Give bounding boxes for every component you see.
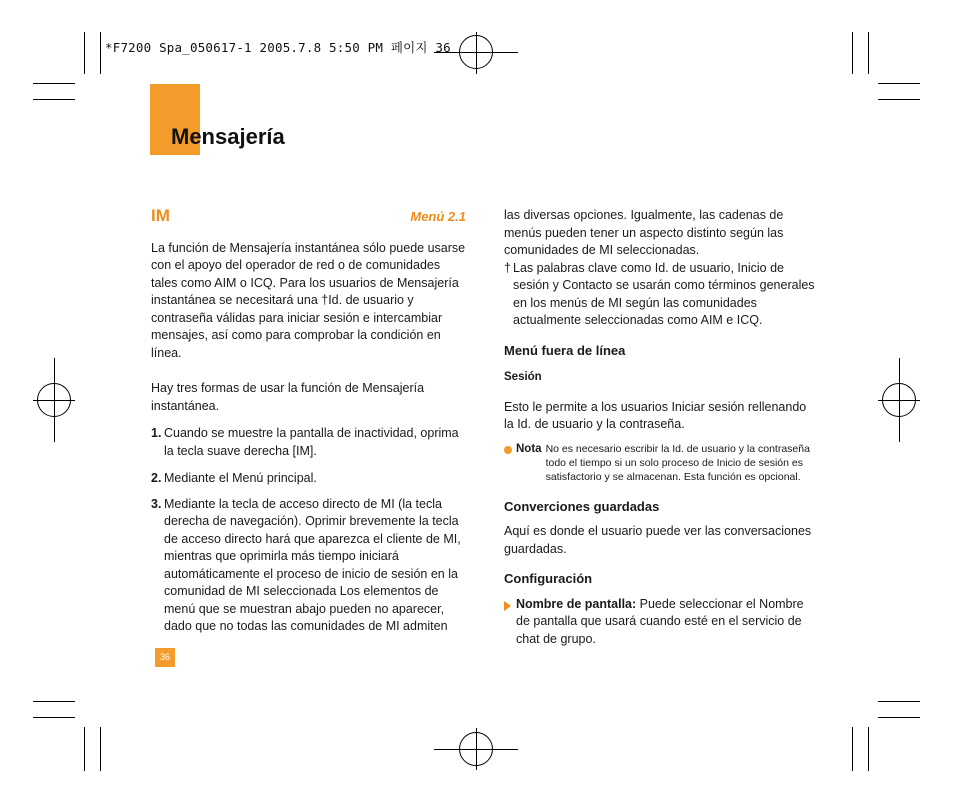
crop-mark	[100, 727, 101, 771]
crop-mark	[852, 32, 853, 74]
section-header	[151, 207, 466, 226]
configuration-heading: Configuración	[504, 571, 593, 586]
list-text: Cuando se muestre la pantalla de inactividad, oprima la tecla suave derecha [IM].	[164, 426, 459, 458]
page-number: 36	[155, 648, 175, 667]
note-label: Nota	[516, 442, 542, 455]
list-number: 1.	[151, 426, 162, 440]
session-paragraph: Esto le permite a los usuarios Iniciar sesión rellenando la Id. de usuario y la contraseña.	[504, 399, 807, 431]
config-item-text	[516, 596, 819, 649]
list-item	[151, 470, 466, 488]
footnote-text: Las palabras clave como Id. de usuario, Inicio de sesión y Contacto se usarán como términos generales en los menús de MI según las comunidades actualmente seleccionadas como AIM e ICQ.	[513, 260, 815, 327]
print-slug: *F7200 Spa_050617-1 2005.7.8 5:50 PM 페이지 36	[105, 40, 451, 55]
right-column	[504, 207, 819, 648]
section-label: IM	[151, 206, 170, 225]
registration-mark	[459, 35, 493, 69]
registration-mark	[882, 383, 916, 417]
offline-menu-heading: Menú fuera de línea	[504, 342, 626, 358]
crop-mark	[33, 83, 75, 84]
crop-mark	[878, 83, 920, 84]
continuation-paragraph: las diversas opciones. Igualmente, las cadenas de menús pueden tener un aspecto distinto según las comunidades de MI seleccionadas.	[504, 208, 784, 257]
intro-paragraph: La función de Mensajería instantánea sólo puede usarse con el apoyo del operador de red o de comunidades tales como AIM o ICQ. Para los usuarios de Mensajería instantánea se necesitará una †Id. de usuario y contraseña válidas para iniciar sesión e intercambiar mensajes, así como para comprobar la condición en línea.	[151, 240, 466, 360]
menu-reference: Menú 2.1	[410, 209, 466, 224]
note-text: No es necesario escribir la Id. de usuario y la contraseña todo el tiempo si un solo proceso de Inicio de sesión es satisfactorio y se almacenan. Esta función es opcional.	[545, 442, 810, 483]
note-icon	[504, 442, 516, 484]
crop-mark	[852, 727, 853, 771]
crop-mark	[84, 727, 85, 771]
saved-conversations-paragraph: Aquí es donde el usuario puede ver las conversaciones guardadas.	[504, 524, 812, 556]
footnote	[504, 260, 819, 330]
config-item-label: Nombre de pantalla:	[516, 596, 637, 611]
saved-conversations-heading: Converciones guardadas	[504, 498, 660, 514]
arrow-bullet-icon	[504, 596, 516, 649]
list-number: 2.	[151, 471, 162, 485]
registration-mark	[459, 732, 493, 766]
crop-mark	[84, 32, 85, 74]
crop-mark	[878, 701, 920, 702]
list-text: Mediante el Menú principal.	[164, 471, 317, 485]
list-number: 3.	[151, 496, 162, 511]
crop-mark	[100, 32, 101, 74]
registration-mark	[37, 383, 71, 417]
page-title: Mensajería	[171, 124, 285, 149]
crop-mark	[33, 701, 75, 702]
list-item	[151, 425, 466, 460]
left-column	[151, 207, 466, 636]
crop-mark	[868, 32, 869, 74]
list-item	[151, 496, 466, 636]
ways-paragraph: Hay tres formas de usar la función de Mensajería instantánea.	[151, 381, 425, 413]
crop-mark	[33, 99, 75, 100]
session-heading: Sesión	[504, 371, 542, 383]
crop-mark	[33, 717, 75, 718]
crop-mark	[868, 727, 869, 771]
note-block	[504, 442, 819, 484]
dagger-mark: †	[504, 260, 511, 275]
crop-mark	[878, 99, 920, 100]
config-item	[504, 596, 819, 649]
config-item-description: Puede seleccionar el Nombre de pantalla que usará cuando esté en el servicio de chat de grupo.	[516, 596, 804, 646]
list-text: Mediante la tecla de acceso directo de MI (la tecla derecha de navegación). Oprimir brevemente la tecla de acceso directo hará que aparezca el cliente de MI, mientras que oprimirla más tiempo iniciará automáticamente el proceso de inicio de sesión en la comunidad de MI seleccionada Los elementos de menú que se muestran abajo pueden no aparecer, dado que no todas las comunidades de MI admiten	[164, 496, 461, 633]
crop-mark	[878, 717, 920, 718]
